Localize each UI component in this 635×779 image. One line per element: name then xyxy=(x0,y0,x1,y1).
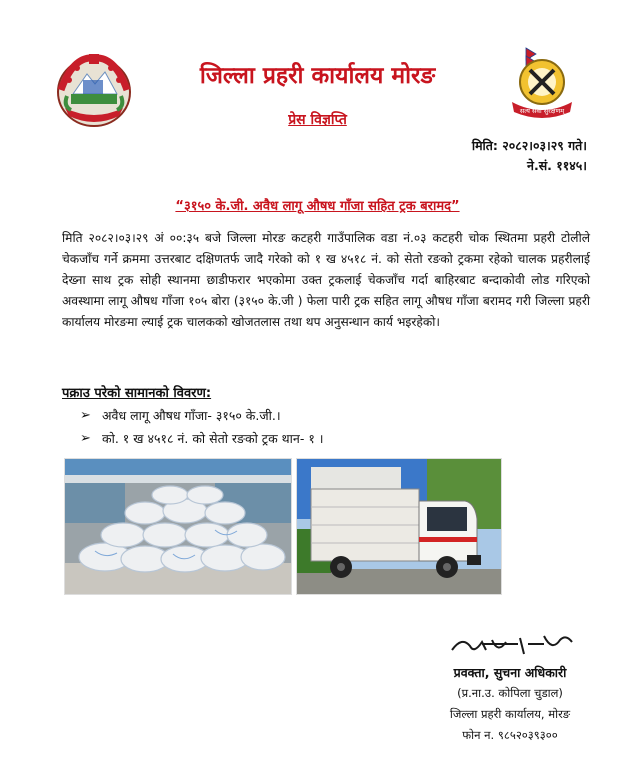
date-block xyxy=(472,136,587,176)
office-title: जिल्ला प्रहरी कार्यालय मोरङ xyxy=(199,63,436,89)
body-paragraph: मिति २०८२।०३।२९ अं ००:३५ बजे जिल्ला मोरङ कटहरी गाउँपालिक वडा नं.०३ कटहरी चोक स्थितमा प्रहरी टोलीले चेकजाँच गर्ने क्रममा उत्तरबाट दक्षिणतर्फ जादै गरेको को १ ख ४५१८ नं. को सेतो रङको ट्रकमा रहेको चालक प्रहरीलाई देख्ना साथ ट्रक सोही स्थानमा छाडीफरार भएकोमा उक्त ट्रकलाई चेकजाँच गर्दा बाहिरबाट बन्दाकोवी लोड गरिएको अवस्थामा लागू औषध गाँजा १०५ बोरा (३१५० के.जी ) फेला पारी ट्रक सहित लागू औषध गाँजा बरामद गरी जिल्ला प्रहरी कार्यालय मोरङमा ल्याई ट्रक चालकको खोजतलास तथा थप अनुसन्धान कार्य भइरहेको। xyxy=(62,231,590,329)
photo-truck xyxy=(296,458,502,595)
office-name: जिल्ला प्रहरी कार्यालय, मोरङ xyxy=(449,707,571,721)
list-item: ➢ को. १ ख ४५१८ नं. को सेतो रङको ट्रक थान- १ । xyxy=(80,427,324,450)
arrow-bullet-icon: ➢ xyxy=(80,408,91,423)
items-heading: पक्राउ परेको सामानको विवरण: xyxy=(62,386,212,401)
phone-number: फोन न. ९८५२०३९३०० xyxy=(462,728,558,742)
signature-block xyxy=(420,662,600,746)
spokesperson-role: प्रवक्ता, सुचना अधिकारी xyxy=(453,665,567,680)
arrow-bullet-icon: ➢ xyxy=(80,431,91,446)
seized-items-list xyxy=(80,404,324,450)
list-item: ➢ अवैध लागू औषध गाँजा- ३१५० के.जी.। xyxy=(80,404,324,427)
ref-number: ने.सं. ११४५। xyxy=(527,158,587,173)
spokesperson-name: (प्र.ना.उ. कोपिला चुडाल) xyxy=(457,686,563,700)
photo-sacks xyxy=(64,458,292,595)
signature-scribble xyxy=(448,630,578,662)
date-text: मिति: २०८२।०३।२९ गते। xyxy=(471,138,587,153)
news-headline: “३१५० के.जी. अवैध लागू औषध गाँजा सहित ट्रक बरामद” xyxy=(175,199,460,214)
press-release-label: प्रेस विज्ञप्ति xyxy=(288,112,347,128)
police-motto: सत्य सेवा सुरक्षणम् xyxy=(519,107,565,115)
